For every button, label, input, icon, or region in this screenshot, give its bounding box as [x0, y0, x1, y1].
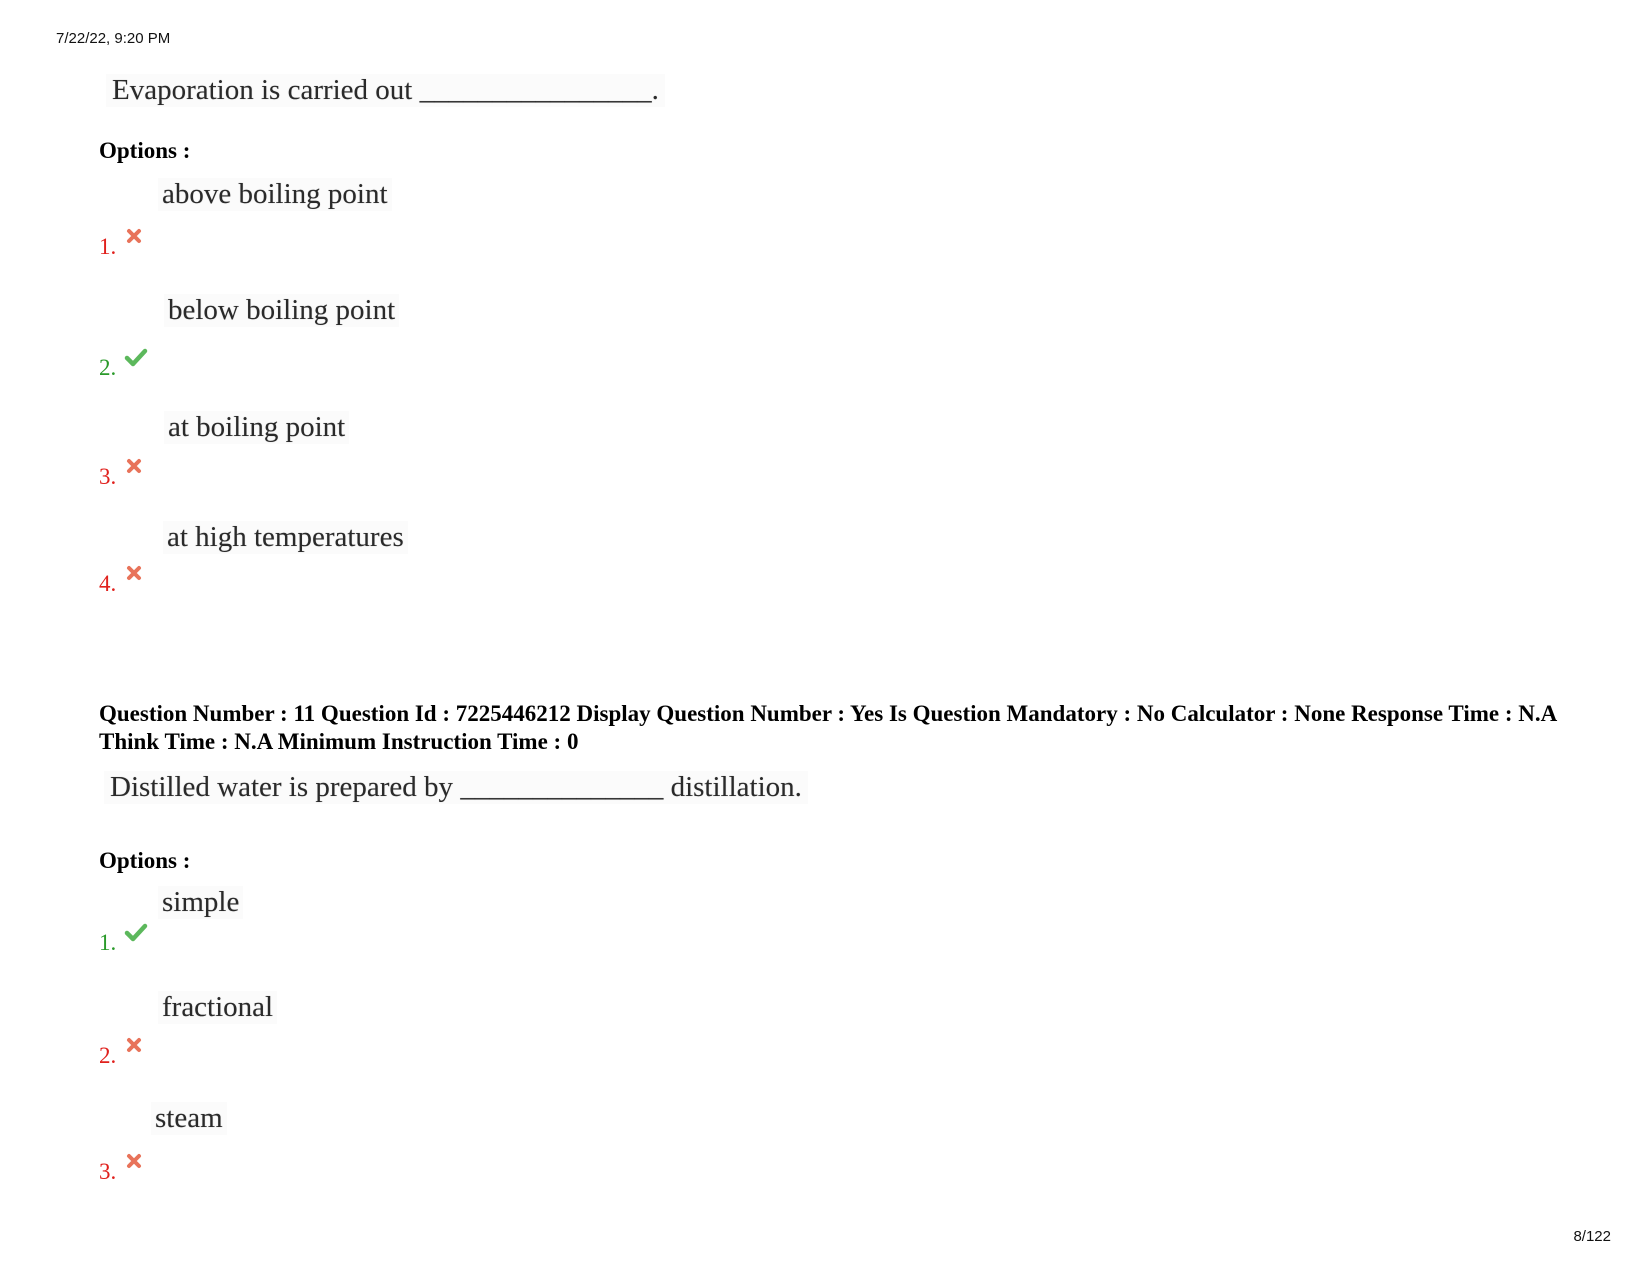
option-text: above boiling point	[158, 178, 392, 211]
option-text: steam	[151, 1102, 227, 1135]
print-date: 7/22/22, 9:20 PM	[56, 30, 171, 47]
option-text: fractional	[158, 991, 277, 1024]
page-number: 8/122	[1573, 1228, 1611, 1245]
options-label: Options :	[99, 138, 191, 163]
stem-text-end: distillation.	[663, 771, 802, 803]
option-number: 2.	[99, 1043, 117, 1068]
option-number: 1.	[99, 930, 117, 955]
check-icon	[124, 923, 148, 943]
question-meta: Question Number : 11 Question Id : 7225446212 Display Question Number : Yes Is Question Mandatory : No Calculator : None Response Time : N.A Think Time : N.A Minimum Instruction Time : 0	[99, 701, 1556, 754]
cross-icon	[126, 228, 142, 244]
stem-text: Evaporation is carried out	[112, 74, 420, 106]
cross-icon	[126, 1037, 142, 1053]
option-text: at high temperatures	[163, 521, 408, 554]
stem-text-end: .	[651, 74, 659, 106]
stem-text: Distilled water is prepared by	[110, 771, 461, 803]
cross-icon	[126, 565, 142, 581]
question-stem	[106, 74, 665, 107]
option-number: 1.	[99, 234, 117, 259]
option-text: below boiling point	[164, 294, 399, 327]
option-text: simple	[158, 886, 243, 919]
stem-blank: ________________	[419, 74, 652, 106]
option-number: 3.	[99, 464, 117, 489]
options-label: Options :	[99, 848, 191, 873]
option-text: at boiling point	[164, 411, 349, 444]
question-stem	[104, 771, 808, 804]
option-number: 2.	[99, 355, 117, 380]
cross-icon	[126, 1153, 142, 1169]
cross-icon	[126, 458, 142, 474]
option-number: 4.	[99, 571, 117, 596]
option-number: 3.	[99, 1159, 117, 1184]
check-icon	[124, 348, 148, 368]
stem-blank: ______________	[460, 771, 664, 803]
